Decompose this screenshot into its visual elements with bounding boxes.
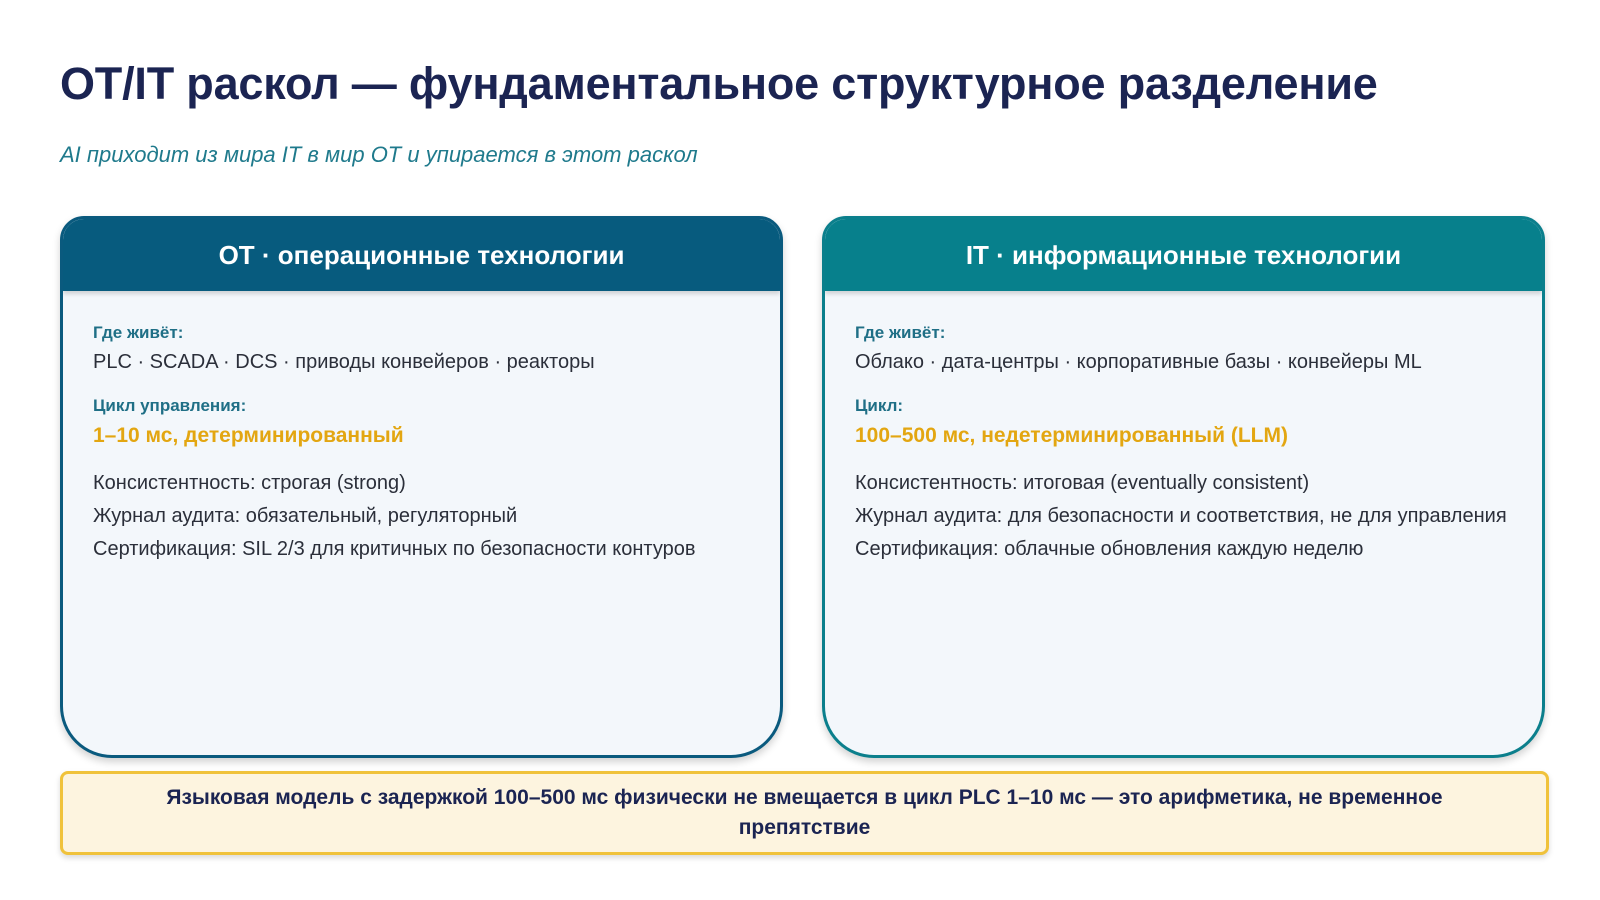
ot-consistency-line: Консистентность: строгая (strong) bbox=[93, 472, 406, 494]
ot-cycle-value: 1–10 мс, детерминированный bbox=[93, 424, 404, 447]
ot-audit-line: Журнал аудита: обязательный, регуляторный bbox=[93, 505, 518, 527]
ot-certification-line: Сертификация: SIL 2/3 для критичных по безопасности контуров bbox=[93, 538, 696, 560]
ot-panel bbox=[60, 216, 783, 758]
it-where-label: Где живёт: bbox=[855, 323, 946, 342]
key-takeaway-note: Языковая модель с задержкой 100–500 мс физически не вмещается в цикл PLC 1–10 мс — это арифметика, не временное препятствие bbox=[60, 771, 1549, 855]
page-title: OT/IT раскол — фундаментальное структурное разделение bbox=[60, 58, 1378, 109]
it-cycle-value: 100–500 мс, недетерминированный (LLM) bbox=[855, 424, 1288, 447]
it-panel bbox=[822, 216, 1545, 758]
it-cycle-label: Цикл: bbox=[855, 396, 904, 415]
it-where-value: Облако · дата-центры · корпоративные базы · конвейеры ML bbox=[855, 351, 1422, 373]
it-consistency-line: Консистентность: итоговая (eventually consistent) bbox=[855, 472, 1310, 494]
ot-cycle-label: Цикл управления: bbox=[93, 396, 247, 415]
page-subtitle: AI приходит из мира IT в мир OT и упирается в этот раскол bbox=[60, 142, 698, 167]
it-panel-header: IT · информационные технологии bbox=[825, 219, 1542, 291]
ot-where-label: Где живёт: bbox=[93, 323, 184, 342]
it-certification-line: Сертификация: облачные обновления каждую неделю bbox=[855, 538, 1364, 560]
ot-panel-body bbox=[63, 291, 780, 561]
ot-panel-header: OT · операционные технологии bbox=[63, 219, 780, 291]
it-panel-body bbox=[825, 291, 1542, 561]
it-audit-line: Журнал аудита: для безопасности и соответствия, не для управления bbox=[855, 505, 1507, 527]
ot-where-value: PLC · SCADA · DCS · приводы конвейеров · реакторы bbox=[93, 351, 595, 373]
